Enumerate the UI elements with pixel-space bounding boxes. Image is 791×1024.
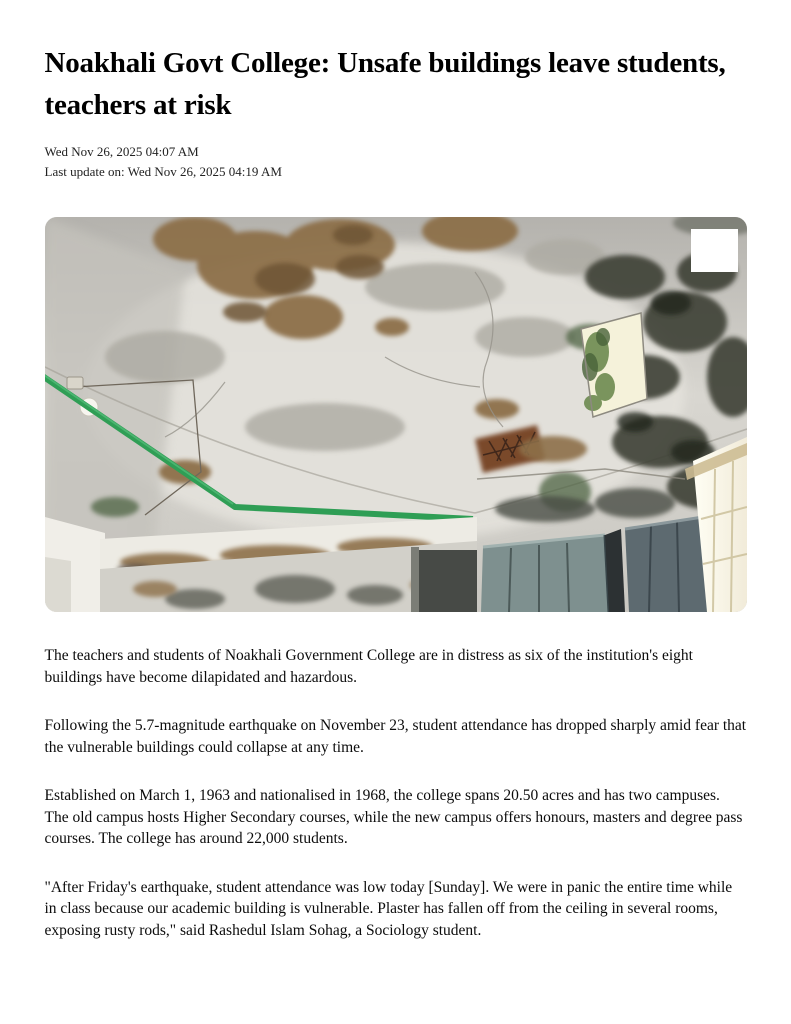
photo-logo-placeholder bbox=[691, 229, 738, 272]
article-paragraph-3: Established on March 1, 1963 and nationalised in 1968, the college spans 20.50 acres and has two campuses. The old campus hosts Higher Secondary courses, while the new campus offers honours, masters and degree pass courses. The college has around 22,000 students. bbox=[44, 787, 743, 847]
article-paragraph-1: The teachers and students of Noakhali Government College are in distress as six of the institution's eight buildings have become dilapidated and hazardous. bbox=[44, 647, 693, 686]
article-paragraph-2: Following the 5.7-magnitude earthquake on November 23, student attendance has dropped sharply amid fear that the vulnerable buildings could collapse at any time. bbox=[44, 717, 747, 756]
article-paragraph-4: "After Friday's earthquake, student attendance was low today [Sunday]. We were in panic the entire time while in class because our academic building is vulnerable. Plaster has fallen off from the ceiling in several rooms, exposing rusty rods," said Rashedul Islam Sohag, a Sociology student. bbox=[44, 878, 733, 939]
article-body bbox=[45, 645, 747, 941]
last-update-date: Last update on: Wed Nov 26, 2025 04:19 AM bbox=[44, 164, 282, 179]
publish-date: Wed Nov 26, 2025 04:07 AM bbox=[44, 144, 199, 159]
article-photo bbox=[45, 217, 747, 612]
article-container bbox=[45, 0, 747, 941]
article-meta bbox=[45, 142, 747, 182]
article-title: Noakhali Govt College: Unsafe buildings leave students, teachers at risk bbox=[44, 47, 726, 121]
dilapidated-room-illustration bbox=[45, 217, 747, 612]
